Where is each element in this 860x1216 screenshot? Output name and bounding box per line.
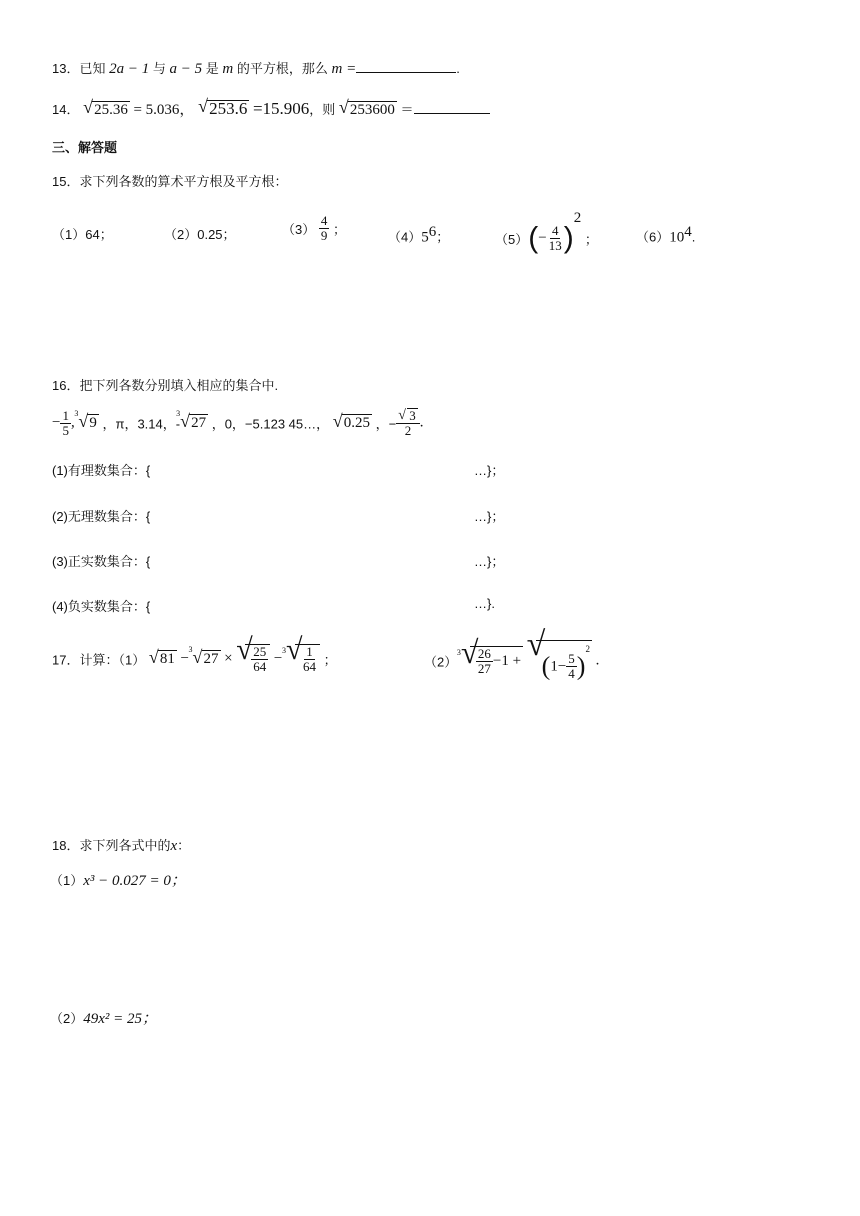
q17-sqrt-81: √ 81 <box>148 647 175 667</box>
q16-fraction-1-5: $\frac{1}{5}$ <box>62 407 69 438</box>
question-17-part-1: 17．计算：（1） √ 81 − 3 √ 27 × √ $\frac{25}{64}$ − 3 √ $\frac{1}{64}$ ； <box>52 633 337 674</box>
q15-fraction-4-13: $\frac{4}{13}$ <box>548 223 562 254</box>
q17-part-2-label: （2） <box>424 654 458 670</box>
q18-equation-2: 49x² = 25； <box>83 1011 158 1027</box>
q13-text: 已知 <box>79 61 106 76</box>
q16-numbers: − $\frac{1}{5}$ , 3 √ 9 ，π，3.14，- 3 √ 27 ，0，−5.123 45…， √ 0.25 ，− √ 3 2 . <box>52 407 424 438</box>
q13-answer-blank[interactable] <box>356 72 456 73</box>
q16-text: ，0，−5.123 45…， <box>211 416 330 432</box>
question-16-title: 16．把下列各数分别填入相应的集合中. <box>52 378 279 393</box>
q15-part-2: （2）0.25； <box>164 227 236 242</box>
q13-expr-a-5: a − 5 <box>169 61 203 77</box>
q17-cbrt-27: 3 √ 27 <box>188 645 219 667</box>
question-17-part-2: （2） 3 √ $\frac{26}{27}$ −1 + √ (1− $\frac{5}{4}$ )$^2$ . <box>424 626 600 682</box>
q16-set-rational-label: (1)有理数集合：{ <box>52 463 151 478</box>
q14-sqrt-1: √ 25.36 <box>83 97 128 118</box>
q13-number: 13． <box>52 61 80 76</box>
q14-sqrt-3: √ 253600 <box>338 97 395 118</box>
q13-text: 的平方根，那么 <box>236 61 328 76</box>
q18-var-x: x <box>170 838 178 854</box>
q13-m-equals: m = <box>331 61 357 77</box>
q16-set-negative-label: (4)负实数集合：{ <box>52 599 151 614</box>
q17-cbrt-26-27-minus-1: 3 √ $\frac{26}{27}$ −1 + <box>456 633 522 676</box>
q15-part-1: （1）64； <box>52 227 113 242</box>
q16-set-irrational-end: …}； <box>474 509 505 524</box>
q14-number: 14． <box>52 102 80 117</box>
q18-title: 18．求下列各式中的 <box>52 838 171 853</box>
q16-set-negative-end: …}. <box>474 596 495 611</box>
q15-part-4: $(4)5^6$； <box>388 224 450 246</box>
q17-sqrt-1-minus-5-4-squared: √ (1− $\frac{5}{4}$ )$^2$ <box>526 626 590 682</box>
q16-cbrt-9: 3 √ 9 <box>74 409 97 431</box>
q16-set-irrational-label: (2)无理数集合：{ <box>52 509 151 524</box>
q14-answer-blank[interactable] <box>414 113 490 114</box>
q16-fraction-sqrt3-2: √ 3 2 <box>396 408 420 438</box>
q13-var-m: m <box>222 61 234 77</box>
q16-sqrt-0-25: √ 0.25 <box>332 411 371 431</box>
q16-cbrt-27: 3 √ 27 <box>176 409 207 431</box>
q18-part-1: （1）x³ − 0.027 = 0； <box>50 873 186 889</box>
q14-sqrt-2: √ 253.6 <box>198 96 248 118</box>
section-heading: 三、解答题 <box>52 140 118 155</box>
q14-value-1: = 5.036， <box>133 102 195 118</box>
q13-end: . <box>456 61 460 76</box>
q14-text: ，则 <box>309 102 336 117</box>
q15-part-6: $(6)10^4$. <box>636 224 696 246</box>
q15-part-5: （5）(− $\frac{4}{13}$ )$^2$ ； <box>495 210 598 255</box>
q15-part-3: （3） $\frac{4}{9}$ ； <box>282 213 346 243</box>
q14-value-2: =15.906 <box>252 99 310 118</box>
q18-equation-1: x³ − 0.027 = 0； <box>83 873 186 889</box>
q13-text: 是 <box>205 61 219 76</box>
q16-set-positive-end: …}； <box>474 554 505 569</box>
q13-text: 与 <box>152 61 166 76</box>
q17-cbrt-1-64: 3 √ $\frac{1}{64}$ <box>286 644 320 674</box>
q16-text: ，π，3.14，- <box>102 416 181 432</box>
q16-set-positive-label: (3)正实数集合：{ <box>52 554 151 569</box>
question-18-title: 18．求下列各式中的x： <box>52 838 191 854</box>
q18-part-2: （2）49x² = 25； <box>50 1011 158 1027</box>
q14-equals: ＝ <box>400 102 414 117</box>
q15-fraction-4-9: $\frac{4}{9}$ <box>320 213 328 243</box>
q17-sqrt-25-64: √ $\frac{25}{64}$ <box>236 644 270 674</box>
q17-title: 17．计算：（1） <box>52 652 146 668</box>
question-15-title: 15．求下列各数的算术平方根及平方根： <box>52 174 288 189</box>
question-13 <box>52 59 460 79</box>
q16-set-rational-end: …}； <box>474 463 505 478</box>
q13-expr-2a-1: 2a − 1 <box>109 61 150 77</box>
question-14 <box>52 96 490 120</box>
